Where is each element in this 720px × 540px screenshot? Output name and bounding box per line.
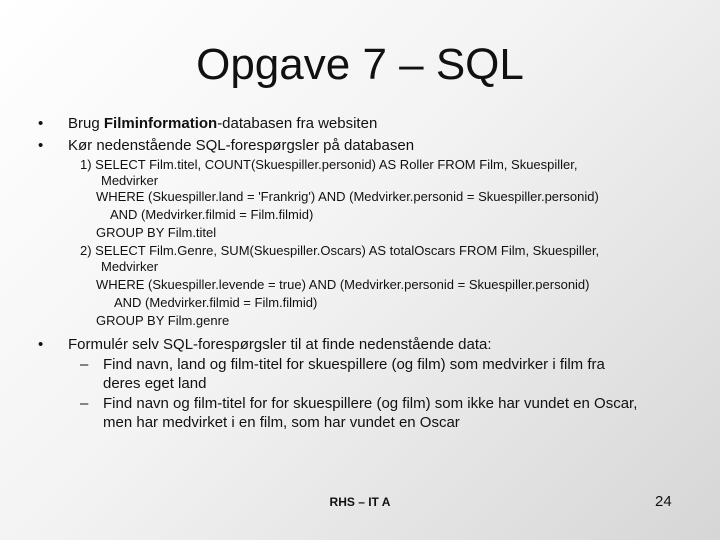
bullet-run-queries: Kør nedenstående SQL-forespørgsler på databasen	[68, 137, 415, 154]
sql-line: WHERE (Skuespiller.land = 'Frankrig') AND (Medvirker.personid = Skuespiller.personid)	[96, 189, 599, 204]
dash-marker: –	[80, 356, 89, 373]
sql-line: Medvirker	[101, 259, 159, 274]
bullet-use-database	[68, 115, 377, 133]
dash-marker: –	[80, 395, 89, 412]
page-number: 24	[655, 493, 672, 510]
sub-item-line: Find navn, land og film-titel for skuespillere (og film) som medvirker i film fra	[103, 356, 605, 373]
sql-line: GROUP BY Film.titel	[96, 225, 217, 240]
bullet-text-pre: Brug	[68, 115, 104, 132]
sub-item-line: men har medvirket i en film, som har vundet en Oscar	[103, 414, 460, 431]
sub-item-line: Find navn og film-titel for for skuespillere (og film) som ikke har vundet en Oscar,	[103, 395, 638, 412]
sql-line: 1) SELECT Film.titel, COUNT(Skuespiller.personid) AS Roller FROM Film, Skuespiller,	[80, 157, 578, 172]
bullet-formulate-queries: Formulér selv SQL-forespørgsler til at finde nedenstående data:	[68, 336, 492, 353]
bullet-marker: •	[38, 336, 44, 353]
sql-line: WHERE (Skuespiller.levende = true) AND (Medvirker.personid = Skuespiller.personid)	[96, 277, 590, 292]
slide-footer: RHS – IT A	[329, 495, 391, 509]
sql-line: 2) SELECT Film.Genre, SUM(Skuespiller.Oscars) AS totalOscars FROM Film, Skuespiller,	[80, 243, 600, 258]
sql-line: AND (Medvirker.filmid = Film.filmid)	[110, 207, 314, 222]
sql-line: GROUP BY Film.genre	[96, 313, 230, 328]
sql-line: Medvirker	[101, 173, 159, 188]
database-name: Filminformation	[103, 115, 218, 132]
bullet-marker: •	[38, 137, 44, 154]
bullet-marker: •	[38, 115, 44, 132]
sql-line: AND (Medvirker.filmid = Film.filmid)	[114, 295, 318, 310]
bullet-text-post: -databasen fra websiten	[217, 115, 378, 132]
sub-item-line: deres eget land	[103, 375, 207, 392]
slide-title: Opgave 7 – SQL	[196, 40, 524, 89]
